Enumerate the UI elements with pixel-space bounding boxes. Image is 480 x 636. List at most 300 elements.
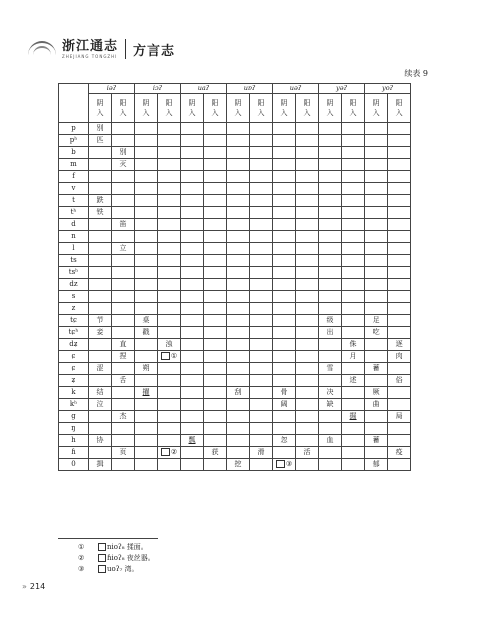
- table-cell: 蓄: [365, 363, 388, 375]
- tone-header: 阳 入: [296, 94, 319, 123]
- table-cell: [204, 399, 227, 411]
- table-cell: [112, 387, 135, 399]
- table-cell: [89, 159, 112, 171]
- table-cell: 局: [388, 411, 411, 423]
- table-cell: [250, 303, 273, 315]
- table-cell: [158, 159, 181, 171]
- logo-icon: [28, 39, 58, 59]
- table-cell: [158, 351, 181, 363]
- table-cell: [112, 171, 135, 183]
- brand-subtitle: ZHEJIANG TONGZHI: [62, 53, 118, 59]
- table-cell: [342, 267, 365, 279]
- tone-header: 阳 入: [388, 94, 411, 123]
- missing-char-box: [98, 554, 106, 562]
- table-cell: [273, 303, 296, 315]
- table-cell: [181, 315, 204, 327]
- tone-header: 阳 入: [112, 94, 135, 123]
- table-cell: [158, 423, 181, 435]
- table-cell: [296, 435, 319, 447]
- table-cell: [250, 219, 273, 231]
- table-cell: [112, 183, 135, 195]
- table-cell: [227, 219, 250, 231]
- table-row: [59, 195, 411, 207]
- table-cell: [273, 171, 296, 183]
- table-cell: [181, 291, 204, 303]
- missing-char-box: [161, 352, 170, 360]
- table-cell: [250, 183, 273, 195]
- table-cell: [204, 351, 227, 363]
- table-row: [59, 267, 411, 279]
- table-cell: [365, 291, 388, 303]
- initial-cell: f: [59, 171, 89, 183]
- table-cell: [250, 195, 273, 207]
- table-cell: 立: [112, 243, 135, 255]
- table-cell: [204, 303, 227, 315]
- table-cell: [319, 135, 342, 147]
- table-cell: [112, 435, 135, 447]
- table-cell: [89, 423, 112, 435]
- footnote-text: ɦioʔ₈ 夜丝器。: [107, 554, 155, 562]
- table-cell: [250, 171, 273, 183]
- table-cell: [342, 255, 365, 267]
- initial-cell: v: [59, 183, 89, 195]
- table-row: [59, 171, 411, 183]
- table-cell: 戳: [135, 327, 158, 339]
- table-cell: [319, 411, 342, 423]
- table-cell: 节: [89, 315, 112, 327]
- table-cell: [296, 195, 319, 207]
- table-cell: [204, 243, 227, 255]
- table-cell: [342, 291, 365, 303]
- table-cell: [273, 315, 296, 327]
- table-cell: 刮: [227, 387, 250, 399]
- table-cell: [112, 291, 135, 303]
- initial-cell: pʰ: [59, 135, 89, 147]
- table-cell: [227, 375, 250, 387]
- table-cell: [250, 159, 273, 171]
- table-cell: [158, 363, 181, 375]
- initial-cell: k: [59, 387, 89, 399]
- table-cell: [388, 267, 411, 279]
- table-cell: [388, 159, 411, 171]
- page-number: [22, 582, 45, 591]
- table-cell: 侏: [342, 339, 365, 351]
- final-header: yəʔ: [319, 84, 365, 94]
- table-cell: [365, 375, 388, 387]
- tone-header: 阴 入: [319, 94, 342, 123]
- table-cell: [319, 183, 342, 195]
- initial-cell: s: [59, 291, 89, 303]
- table-cell: [365, 135, 388, 147]
- table-cell: [365, 195, 388, 207]
- table-cell: [89, 411, 112, 423]
- initial-cell: d: [59, 219, 89, 231]
- table-cell: [135, 351, 158, 363]
- table-cell: [365, 267, 388, 279]
- table-cell: [204, 123, 227, 135]
- tone-header: 阴 入: [89, 94, 112, 123]
- table-row: [59, 315, 411, 327]
- table-cell: [365, 147, 388, 159]
- table-cell: [181, 147, 204, 159]
- table-cell: [388, 207, 411, 219]
- table-cell: [181, 411, 204, 423]
- table-cell: [204, 255, 227, 267]
- table-cell: 疫: [388, 447, 411, 459]
- table-cell: [158, 255, 181, 267]
- table-cell: [89, 279, 112, 291]
- table-cell: 滑: [250, 447, 273, 459]
- table-cell: [273, 231, 296, 243]
- table-cell: [135, 447, 158, 459]
- missing-char-box: [276, 460, 285, 468]
- table-cell: [158, 123, 181, 135]
- table-cell: [135, 303, 158, 315]
- table-cell: [296, 459, 319, 471]
- table-cell: [204, 195, 227, 207]
- initial-cell: 0: [59, 459, 89, 471]
- table-cell: [296, 399, 319, 411]
- table-cell: [204, 435, 227, 447]
- missing-char-box: [98, 565, 106, 573]
- table-cell: [158, 195, 181, 207]
- table-cell: [135, 279, 158, 291]
- table-cell: [388, 171, 411, 183]
- table-cell: [135, 399, 158, 411]
- table-cell: [319, 375, 342, 387]
- page-number-text: 214: [29, 582, 46, 591]
- tone-header: 阳 入: [204, 94, 227, 123]
- table-cell: 灭: [112, 159, 135, 171]
- table-cell: [112, 327, 135, 339]
- footnote-mark: ②: [78, 554, 85, 562]
- table-cell: [365, 351, 388, 363]
- table-cell: 缺: [319, 399, 342, 411]
- table-cell: [89, 375, 112, 387]
- table-cell: [296, 147, 319, 159]
- table-cell: [204, 159, 227, 171]
- table-cell: [342, 279, 365, 291]
- final-header: yoʔ: [365, 84, 411, 94]
- table-cell: 擢: [135, 387, 158, 399]
- table-cell: [388, 255, 411, 267]
- table-cell: [319, 195, 342, 207]
- table-cell: [388, 303, 411, 315]
- table-cell: 出: [319, 327, 342, 339]
- table-cell: [158, 375, 181, 387]
- table-cell: [204, 231, 227, 243]
- table-cell: [342, 447, 365, 459]
- table-cell: [135, 435, 158, 447]
- table-cell: [342, 183, 365, 195]
- initial-cell: l: [59, 243, 89, 255]
- table-row: [59, 207, 411, 219]
- tone-header: 阴 入: [181, 94, 204, 123]
- table-cell: 俗: [388, 375, 411, 387]
- table-cell: [204, 171, 227, 183]
- tone-header: 阴 入: [135, 94, 158, 123]
- table-cell: [250, 435, 273, 447]
- table-cell: [181, 279, 204, 291]
- table-cell: [158, 315, 181, 327]
- table-cell: 铁: [89, 207, 112, 219]
- table-cell: [296, 327, 319, 339]
- table-cell: [250, 243, 273, 255]
- table-row: [59, 231, 411, 243]
- table-cell: [365, 423, 388, 435]
- table-cell: [319, 423, 342, 435]
- table-row: [59, 159, 411, 171]
- table-cell: [365, 255, 388, 267]
- table-cell: [112, 231, 135, 243]
- table-cell: [273, 147, 296, 159]
- table-cell: [273, 351, 296, 363]
- table-row: [59, 303, 411, 315]
- table-cell: [319, 459, 342, 471]
- table-cell: [135, 123, 158, 135]
- table-cell: [181, 195, 204, 207]
- table-row: [59, 255, 411, 267]
- table-cell: [158, 303, 181, 315]
- initial-cell: ts: [59, 255, 89, 267]
- table-cell: [365, 303, 388, 315]
- table-cell: [181, 207, 204, 219]
- footnote-ref: ②: [170, 448, 178, 456]
- table-cell: [296, 411, 319, 423]
- initial-cell: dʑ: [59, 339, 89, 351]
- finals-header-row: [59, 84, 411, 94]
- table-cell: [181, 135, 204, 147]
- table-cell: [319, 219, 342, 231]
- table-cell: [204, 327, 227, 339]
- table-cell: [135, 339, 158, 351]
- final-header: uɐʔ: [227, 84, 273, 94]
- table-cell: [273, 411, 296, 423]
- table-cell: [181, 387, 204, 399]
- table-cell: [250, 375, 273, 387]
- table-cell: 获: [204, 447, 227, 459]
- table-cell: [319, 159, 342, 171]
- table-cell: [250, 255, 273, 267]
- table-cell: [204, 375, 227, 387]
- table-cell: [342, 435, 365, 447]
- table-cell: [250, 267, 273, 279]
- table-cell: [342, 423, 365, 435]
- table-row: [59, 243, 411, 255]
- table-cell: 血: [319, 435, 342, 447]
- table-cell: [158, 387, 181, 399]
- table-cell: [296, 339, 319, 351]
- table-cell: 骨: [273, 387, 296, 399]
- table-cell: [158, 147, 181, 159]
- table-cell: [250, 123, 273, 135]
- table-row: [59, 183, 411, 195]
- table-cell: 挖: [227, 459, 250, 471]
- table-cell: [112, 255, 135, 267]
- table-cell: [227, 423, 250, 435]
- table-cell: [227, 183, 250, 195]
- table-cell: [342, 327, 365, 339]
- table-cell: 逐: [388, 339, 411, 351]
- table-cell: [388, 279, 411, 291]
- table-row: [59, 327, 411, 339]
- table-cell: [89, 183, 112, 195]
- table-cell: [388, 315, 411, 327]
- table-cell: [112, 207, 135, 219]
- table-cell: [273, 255, 296, 267]
- table-cell: [158, 435, 181, 447]
- table-row: [59, 147, 411, 159]
- table-cell: [388, 387, 411, 399]
- table-cell: [388, 327, 411, 339]
- table-cell: 舌: [112, 375, 135, 387]
- table-cell: [273, 339, 296, 351]
- table-row: [59, 219, 411, 231]
- table-row: [59, 339, 411, 351]
- table-cell: [250, 327, 273, 339]
- table-cell: [181, 375, 204, 387]
- final-header: iɔʔ: [135, 84, 181, 94]
- table-cell: [296, 423, 319, 435]
- table-cell: [227, 447, 250, 459]
- table-cell: [135, 195, 158, 207]
- table-cell: [135, 375, 158, 387]
- table-cell: [227, 147, 250, 159]
- table-cell: [365, 219, 388, 231]
- table-cell: [158, 459, 181, 471]
- table-cell: [135, 291, 158, 303]
- table-cell: [365, 243, 388, 255]
- initial-cell: n: [59, 231, 89, 243]
- missing-char-box: [161, 448, 170, 456]
- table-cell: [250, 291, 273, 303]
- table-cell: [135, 159, 158, 171]
- table-cell: [388, 135, 411, 147]
- table-cell: [273, 183, 296, 195]
- table-cell: [319, 207, 342, 219]
- table-cell: [158, 267, 181, 279]
- table-cell: [181, 123, 204, 135]
- brand-title: 浙江通志: [62, 38, 119, 54]
- table-cell: [365, 231, 388, 243]
- initial-cell: h: [59, 435, 89, 447]
- table-cell: [158, 171, 181, 183]
- table-cell: [365, 447, 388, 459]
- table-cell: [319, 303, 342, 315]
- table-cell: 朔: [135, 363, 158, 375]
- table-cell: [204, 135, 227, 147]
- corner-cell: [59, 84, 89, 123]
- table-cell: [112, 279, 135, 291]
- initial-cell: ŋ: [59, 423, 89, 435]
- tone-header: 阳 入: [158, 94, 181, 123]
- table-cell: [250, 339, 273, 351]
- table-cell: [227, 267, 250, 279]
- table-cell: [227, 243, 250, 255]
- table-cell: [158, 231, 181, 243]
- header-divider: [125, 39, 126, 59]
- table-cell: [135, 231, 158, 243]
- table-cell: [319, 231, 342, 243]
- table-row: [59, 423, 411, 435]
- table-cell: 掘: [342, 411, 365, 423]
- table-cell: [342, 243, 365, 255]
- table-cell: [181, 351, 204, 363]
- brand: [62, 40, 118, 59]
- table-cell: [388, 231, 411, 243]
- table-cell: [296, 363, 319, 375]
- table-cell: [296, 159, 319, 171]
- table-cell: [135, 255, 158, 267]
- table-cell: [135, 207, 158, 219]
- initial-cell: tʰ: [59, 207, 89, 219]
- table-cell: [342, 459, 365, 471]
- table-cell: 曲: [365, 399, 388, 411]
- table-row: [59, 411, 411, 423]
- table-cell: [388, 219, 411, 231]
- table-row: [59, 279, 411, 291]
- table-cell: [342, 315, 365, 327]
- table-cell: [204, 291, 227, 303]
- table-cell: [204, 147, 227, 159]
- table-cell: [342, 195, 365, 207]
- table-cell: [227, 327, 250, 339]
- table-cell: [319, 339, 342, 351]
- table-cell: [319, 123, 342, 135]
- page-arrow-icon: »: [22, 582, 27, 591]
- table-cell: [112, 459, 135, 471]
- table-cell: [204, 183, 227, 195]
- table-cell: 决: [319, 387, 342, 399]
- table-cell: 厥: [365, 387, 388, 399]
- table-row: [59, 123, 411, 135]
- table-cell: [273, 279, 296, 291]
- table-cell: [319, 171, 342, 183]
- table-row: [59, 351, 411, 363]
- table-row: [59, 375, 411, 387]
- table-cell: [250, 411, 273, 423]
- table-cell: [89, 147, 112, 159]
- table-cell: [250, 231, 273, 243]
- table-cell: [388, 195, 411, 207]
- table-cell: [181, 255, 204, 267]
- table-cell: [250, 351, 273, 363]
- table-cell: [296, 387, 319, 399]
- table-cell: [89, 351, 112, 363]
- table-cell: [388, 399, 411, 411]
- table-cell: [365, 183, 388, 195]
- table-cell: 別: [112, 147, 135, 159]
- table-cell: 郁: [365, 459, 388, 471]
- table-cell: [181, 399, 204, 411]
- table-cell: 捏: [112, 351, 135, 363]
- table-cell: [112, 195, 135, 207]
- table-cell: [365, 159, 388, 171]
- table-cell: [342, 147, 365, 159]
- footnote-text: uoʔ₇ 湾。: [107, 565, 139, 573]
- table-cell: [296, 279, 319, 291]
- table-cell: [89, 267, 112, 279]
- table-cell: [250, 423, 273, 435]
- footnote: [78, 554, 155, 563]
- table-cell: [135, 243, 158, 255]
- table-cell: [342, 219, 365, 231]
- table-cell: [342, 399, 365, 411]
- table-cell: [250, 135, 273, 147]
- tone-header-row: [59, 94, 411, 123]
- table-cell: [227, 435, 250, 447]
- table-cell: [204, 387, 227, 399]
